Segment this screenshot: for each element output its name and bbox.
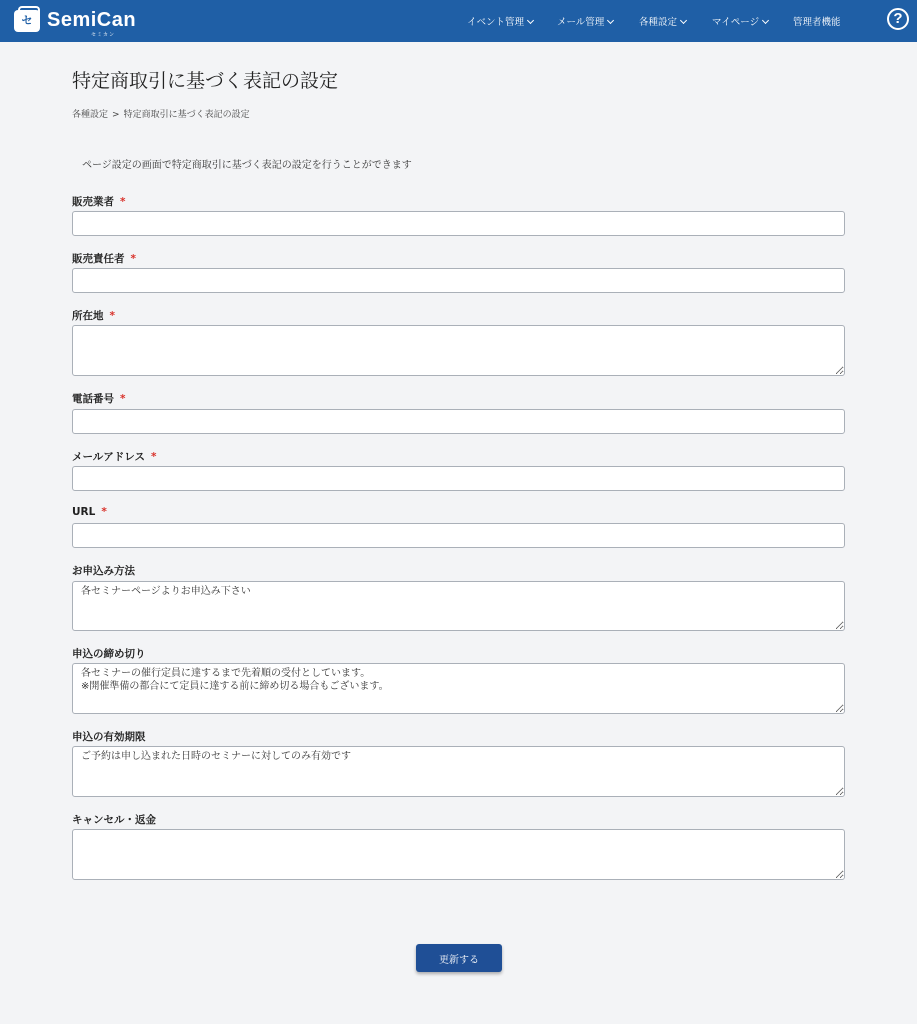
nav-label: メール管理 [557,17,605,28]
chevron-down-icon [762,17,769,24]
chevron-down-icon [680,17,687,24]
intro-text: ページ設定の画面で特定商取引に基づく表記の設定を行うことができます [82,160,412,171]
top-navbar [0,0,917,42]
nav-event-management[interactable] [467,14,533,28]
nav-settings[interactable] [639,14,686,28]
help-question-icon[interactable]: ? [887,8,909,30]
address-label: 所在地 * [72,310,115,322]
application-deadline-label: 申込の締め切り [72,648,146,660]
seller-label: 販売業者 * [72,196,126,208]
phone-label: 電話番号 * [72,393,126,405]
logo-box-icon: セ [14,10,40,32]
application-method-textarea[interactable] [72,581,845,631]
chevron-down-icon [607,17,614,24]
page-title: 特定商取引に基づく表記の設定 [72,70,339,92]
required-mark: * [120,393,126,405]
nav-label: イベント管理 [467,17,525,28]
phone-input[interactable] [72,409,845,434]
required-mark: * [120,196,126,208]
seller-manager-label: 販売責任者 * [72,253,136,265]
required-mark: * [101,506,107,518]
address-textarea[interactable] [72,325,845,376]
seller-manager-input[interactable] [72,268,845,293]
breadcrumb-separator: > [112,110,120,120]
chevron-down-icon [527,17,534,24]
brand-name: SemiCan [47,9,137,31]
nav-label: 管理者機能 [793,17,841,28]
required-mark: * [109,310,115,322]
application-deadline-textarea[interactable] [72,663,845,714]
update-button[interactable]: 更新する [416,944,502,972]
nav-label: 各種設定 [639,17,678,28]
email-label: メールアドレス * [72,451,157,463]
breadcrumb-current: 特定商取引に基づく表記の設定 [123,110,250,120]
application-validity-textarea[interactable] [72,746,845,797]
application-validity-label: 申込の有効期限 [72,731,146,743]
cancel-refund-label: キャンセル・返金 [72,814,156,826]
nav-my-page[interactable] [712,14,768,28]
email-input[interactable] [72,466,845,491]
seller-input[interactable] [72,211,845,236]
application-method-label: お申込み方法 [72,565,135,577]
url-label: URL * [72,506,107,518]
nav-admin-functions[interactable] [793,14,841,28]
app-logo[interactable] [14,7,137,38]
url-input[interactable] [72,523,845,548]
breadcrumb [72,107,250,120]
nav-mail-management[interactable] [557,14,613,28]
breadcrumb-parent-link[interactable]: 各種設定 [72,110,109,120]
cancel-refund-textarea[interactable] [72,829,845,880]
brand-subtitle: セミカン [91,32,116,38]
nav-label: マイページ [712,17,760,28]
required-mark: * [130,253,136,265]
required-mark: * [150,451,157,463]
